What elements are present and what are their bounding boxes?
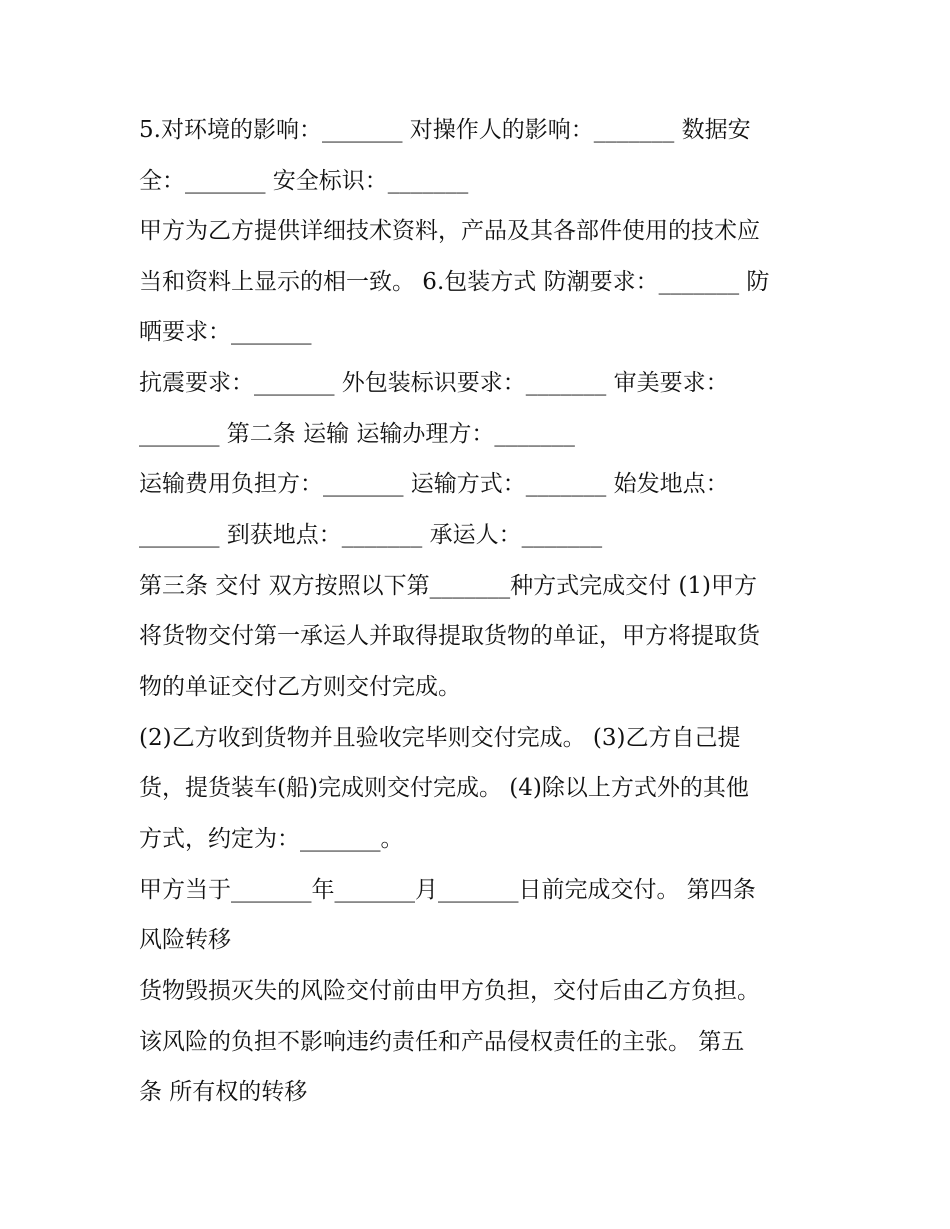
text-line: 将货物交付第一承运人并取得提取货物的单证，甲方将提取货 [139,623,760,649]
text-line: 运输费用负担方：_______ 运输方式：_______ 始发地点： [139,471,729,497]
text-line: _______ 到获地点：_______ 承运人：_______ [139,522,603,548]
text-line: 甲方为乙方提供详细技术资料，产品及其各部件使用的技术应 [139,218,760,244]
text-line: 物的单证交付乙方则交付完成。 [139,674,461,700]
text-line: 风险转移 [139,927,231,953]
text-line: 抗震要求：_______ 外包装标识要求：_______ 审美要求： [139,370,729,396]
text-line: 第三条 交付 双方按照以下第_______种方式完成交付 (1)甲方 [139,573,758,599]
text-line: _______ 第二条 运输 运输办理方：_______ [139,421,575,447]
text-line: 晒要求：_______ [139,319,312,345]
text-line: 全：_______ 安全标识：_______ [139,168,469,194]
text-line: 货物毁损灭失的风险交付前由甲方负担，交付后由乙方负担。 [139,978,760,1004]
text-line: 该风险的负担不影响违约责任和产品侵权责任的主张。 第五 [139,1029,745,1055]
text-line: 5.对环境的影响：_______ 对操作人的影响：_______ 数据安 [139,117,751,143]
text-line: 货，提货装车(船)完成则交付完成。 (4)除以上方式外的其他 [139,775,749,801]
text-line: 条 所有权的转移 [139,1079,308,1105]
text-line: (2)乙方收到货物并且验收完毕则交付完成。 (3)乙方自己提 [139,725,741,751]
text-line: 方式，约定为：_______。 [139,826,404,852]
text-line: 甲方当于_______年_______月_______日前完成交付。 第四条 [139,877,756,903]
text-line: 当和资料上显示的相一致。 6.包装方式 防潮要求：_______ 防 [139,269,770,295]
